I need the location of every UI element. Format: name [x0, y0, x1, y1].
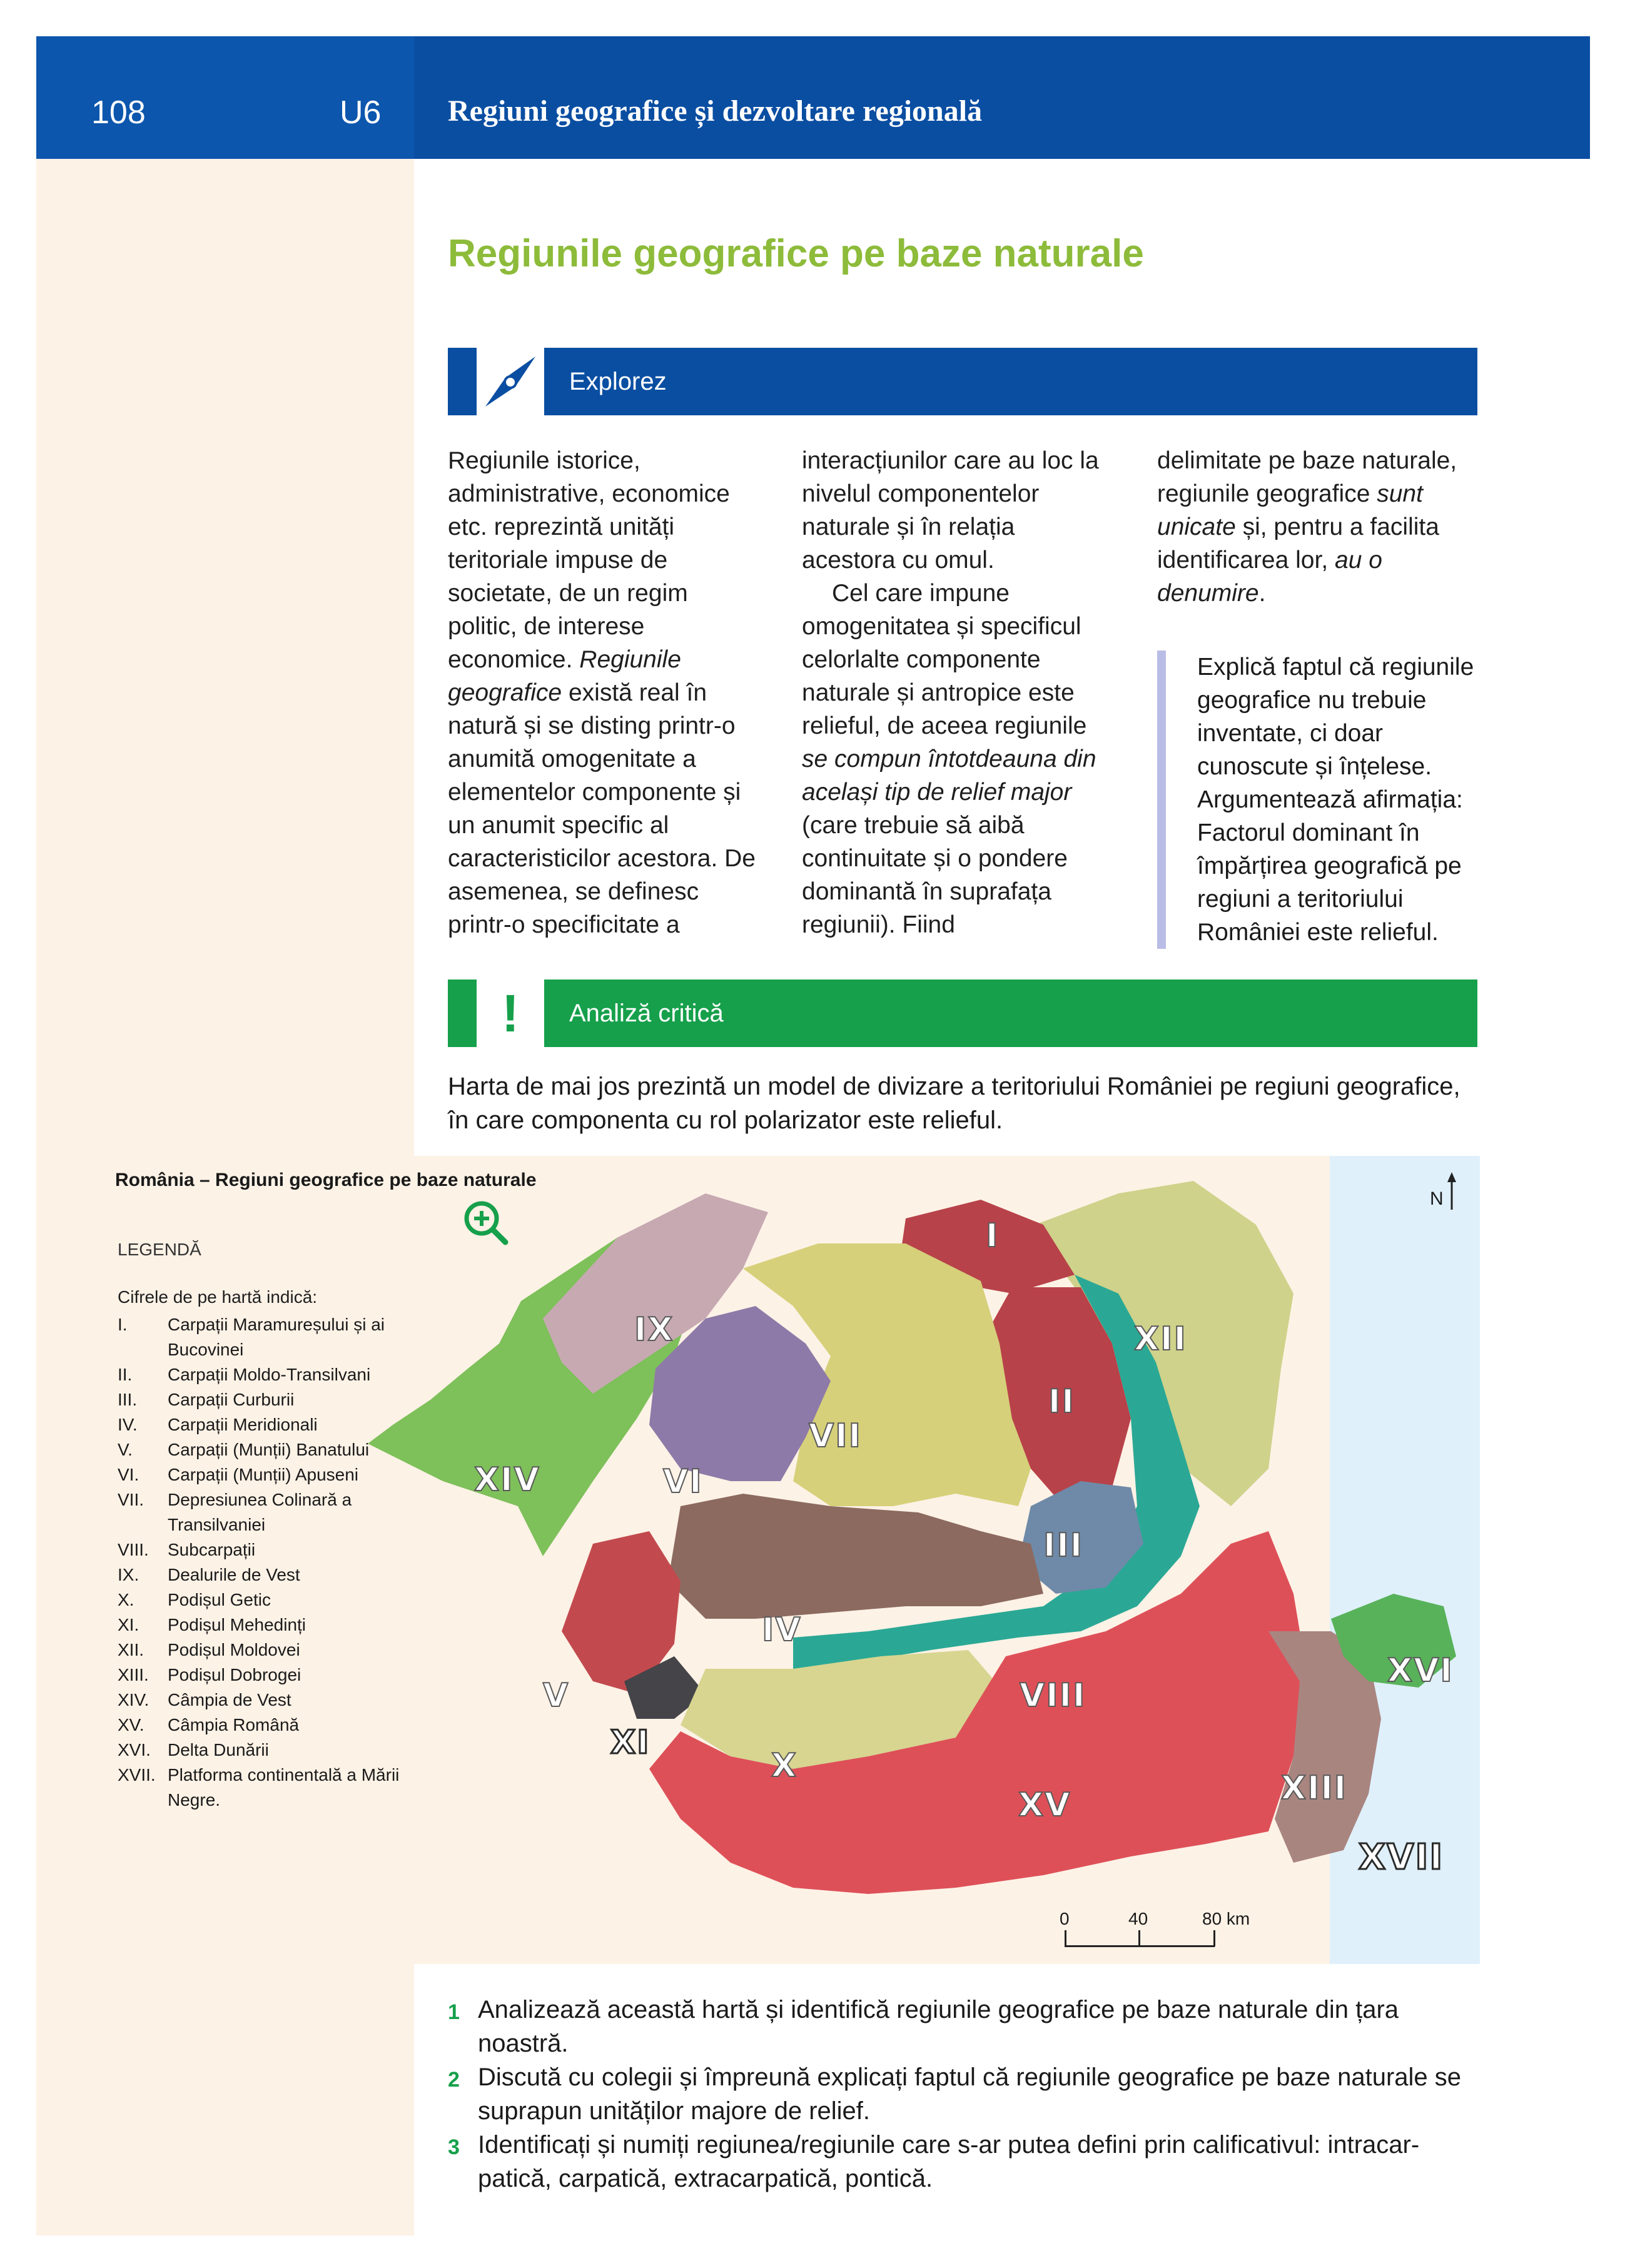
map-intro: Harta de mai jos prezintă un model de divizare a teritoriului României pe regiuni geografice, în care componenta cu rol polarizator este relieful.: [448, 1073, 1460, 1134]
scale-label-0: 0: [1060, 1909, 1070, 1928]
legend-text: Carpații Curburii: [168, 1390, 295, 1409]
legend-text: Platforma continentală a Mării Negre.: [168, 1765, 400, 1810]
legend-num: VII.: [118, 1490, 144, 1509]
legend-text: Podișul Moldovei: [168, 1640, 300, 1659]
legend-item: [118, 1387, 418, 1412]
legend-text: Depresiunea Colinară a Transilvaniei: [168, 1490, 352, 1534]
map-label-ii: II: [1048, 1383, 1075, 1420]
legend-num: I.: [118, 1315, 128, 1334]
map-label-viii: VIII: [1020, 1677, 1086, 1714]
map-label-x: X: [771, 1747, 798, 1785]
legend-text: Câmpia Română: [168, 1715, 300, 1734]
paragraph: interacțiunilor care au loc la nivelul componentelor naturale și în relația acestora cu omul.: [802, 447, 1099, 574]
legend-text: Câmpia de Vest: [168, 1690, 291, 1709]
legend-num: XV.: [118, 1715, 144, 1734]
emphasis-text: Regiunile geografice: [448, 646, 681, 706]
legend-text: Delta Dunării: [168, 1740, 269, 1759]
map-label-ix: IX: [634, 1311, 674, 1349]
task-note: Explică faptul că regiunile geografice nu trebuie inventate, ci doar cunoscute și înțelese. Argumentează afirmația: Factorul dominant în împărțirea geografică pe regiuni a teritoriului României este relieful.: [1157, 651, 1482, 949]
map-label-xvii: XVII: [1359, 1837, 1444, 1878]
scale-tick: [1138, 1930, 1140, 1947]
legend-item: [118, 1638, 418, 1663]
emphasis-text: sunt unicate: [1157, 480, 1423, 540]
map-label-xv: XV: [1018, 1786, 1071, 1824]
analiza-label: Analiză critică: [544, 980, 1477, 1047]
legend-num: VI.: [118, 1465, 139, 1484]
text-span: .: [1258, 580, 1266, 607]
legend-item: [118, 1713, 418, 1738]
legend-num: VIII.: [118, 1540, 149, 1559]
map-label-xiii: XIII: [1281, 1769, 1348, 1807]
legend-title: LEGENDĂ: [118, 1240, 201, 1259]
region-iv: [668, 1494, 1043, 1619]
legend-item: [118, 1462, 418, 1487]
text-span: (care trebuie să aibă continuitate și o pondere dominantă în suprafața regiunii). Fiind: [802, 812, 1068, 938]
explorez-column-1: [448, 444, 761, 941]
north-arrow: [1430, 1172, 1457, 1210]
legend-num: X.: [118, 1590, 134, 1609]
text-span: și, pentru a facilita identificarea lor,: [1157, 514, 1439, 574]
legend-text: Subcarpații: [168, 1540, 256, 1559]
north-arrow-icon: [1446, 1172, 1457, 1210]
text-span: Cel care impune omogenitatea și specificul celorlalte componente naturale și antropice este relieful, de aceea regiunile: [802, 580, 1087, 739]
legend-num: XVII.: [118, 1765, 156, 1785]
legend-subtitle: Cifrele de pe hartă indică:: [118, 1287, 318, 1307]
map-legend: [118, 1312, 418, 1813]
question-list: [448, 1993, 1486, 2195]
legend-item: [118, 1663, 418, 1688]
text-span: delimitate pe baze naturale, regiunile geografice: [1157, 447, 1457, 507]
legend-item: [118, 1412, 418, 1437]
map-title: România – Regiuni geografice pe baze naturale: [115, 1170, 537, 1190]
compass-icon: [477, 348, 544, 415]
legend-text: Podișul Getic: [168, 1590, 271, 1609]
legend-item: [118, 1612, 418, 1638]
unit-code: U6: [340, 94, 382, 131]
question-item: [448, 2060, 1486, 2128]
section-title: Regiunile geografice pe baze naturale: [448, 232, 1144, 275]
emphasis-text: se compun întotdeauna din același tip de relief major: [802, 746, 1096, 806]
legend-item: [118, 1537, 418, 1562]
map-label-v: V: [543, 1677, 570, 1714]
question-text: Discută cu colegii și împreună explicați faptul că regiunile geografice pe baze naturale se suprapun unităților majore de relief.: [478, 2063, 1462, 2125]
explorez-column-3: [1157, 444, 1482, 610]
legend-item: [118, 1437, 418, 1462]
map-label-xii: XII: [1134, 1320, 1187, 1358]
legend-text: Carpații (Munții) Apuseni: [168, 1465, 359, 1484]
legend-text: Podișul Dobrogei: [168, 1665, 301, 1684]
scale-label-40: 40: [1128, 1909, 1148, 1928]
zoom-in-icon[interactable]: [462, 1198, 509, 1246]
legend-item: [118, 1312, 418, 1362]
scale-tick: [1065, 1930, 1066, 1947]
question-item: [448, 2128, 1486, 2195]
map-label-iv: IV: [762, 1611, 802, 1649]
question-item: [448, 1993, 1486, 2060]
text-span: Regiunile istorice, administrative, economice etc. reprezintă unități teritoriale impuse de societate, de un regim politic, de interese economice.: [448, 447, 730, 673]
legend-item: [118, 1562, 418, 1587]
map-label-iii: III: [1043, 1527, 1084, 1564]
emphasis-text: au o denumire: [1157, 547, 1382, 607]
legend-num: V.: [118, 1440, 133, 1459]
romania-map: [355, 1156, 1480, 1964]
scale-line: [1065, 1945, 1215, 1947]
legend-num: XI.: [118, 1615, 139, 1634]
map-label-i: I: [986, 1217, 1000, 1255]
legend-text: Carpații (Munții) Banatului: [168, 1440, 370, 1459]
map-label-xiv: XIV: [474, 1461, 540, 1499]
legend-item: [118, 1362, 418, 1387]
legend-text: Carpații Moldo-Transilvani: [168, 1365, 371, 1384]
question-number: 1: [448, 2000, 460, 2024]
map-label-vii: VII: [809, 1417, 862, 1455]
legend-num: XIV.: [118, 1690, 149, 1709]
legend-text: Carpații Maramureșului și ai Bucovinei: [168, 1315, 385, 1359]
legend-item: [118, 1688, 418, 1713]
question-text: Identificați și numiți regiunea/regiunile care s-ar putea defini prin calificativul: intracar-patică, carpatică, extracarpatică, pontică.: [478, 2131, 1420, 2192]
legend-num: XII.: [118, 1640, 144, 1659]
page-number: 108: [91, 94, 146, 131]
legend-item: [118, 1487, 418, 1537]
analiza-marker: [448, 980, 477, 1047]
legend-item: [118, 1587, 418, 1612]
explorez-column-2: [802, 444, 1115, 941]
legend-item: [118, 1763, 418, 1813]
legend-text: Carpații Meridionali: [168, 1415, 318, 1434]
scale-label-80: 80 km: [1202, 1909, 1250, 1928]
legend-num: XIII.: [118, 1665, 149, 1684]
legend-num: IX.: [118, 1565, 139, 1584]
legend-num: XVI.: [118, 1740, 151, 1759]
map-label-xi: XI: [610, 1724, 651, 1761]
analiza-band: [448, 980, 1477, 1047]
exclamation-glyph: !: [502, 983, 519, 1043]
legend-text: Dealurile de Vest: [168, 1565, 300, 1584]
legend-text: Podișul Mehedinți: [168, 1615, 306, 1634]
map-label-vi: VI: [663, 1463, 703, 1501]
question-number: 3: [448, 2135, 460, 2159]
map-label-xvi: XVI: [1387, 1652, 1454, 1689]
question-text: Analizează această hartă și identifică regiunile geografice pe baze naturale din țara noastră.: [478, 1996, 1399, 2057]
text-span: există real în natură și se disting printr-o anumită omogenitate a elementelor componente și un anumit specific al caracteristicilor acestora. De asemenea, se definesc printr-o specificitate a: [448, 679, 756, 938]
legend-num: II.: [118, 1365, 133, 1384]
chapter-title: Regiuni geografice și dezvoltare regională: [448, 94, 983, 128]
legend-num: III.: [118, 1390, 138, 1409]
question-number: 2: [448, 2068, 460, 2092]
legend-num: IV.: [118, 1415, 138, 1434]
scale-tick: [1213, 1930, 1215, 1947]
explorez-marker: [448, 348, 477, 415]
exclamation-icon: [477, 980, 544, 1047]
legend-item: [118, 1738, 418, 1763]
explorez-band: [448, 348, 1477, 415]
north-label: N: [1430, 1188, 1444, 1209]
explorez-label: Explorez: [544, 348, 1477, 415]
